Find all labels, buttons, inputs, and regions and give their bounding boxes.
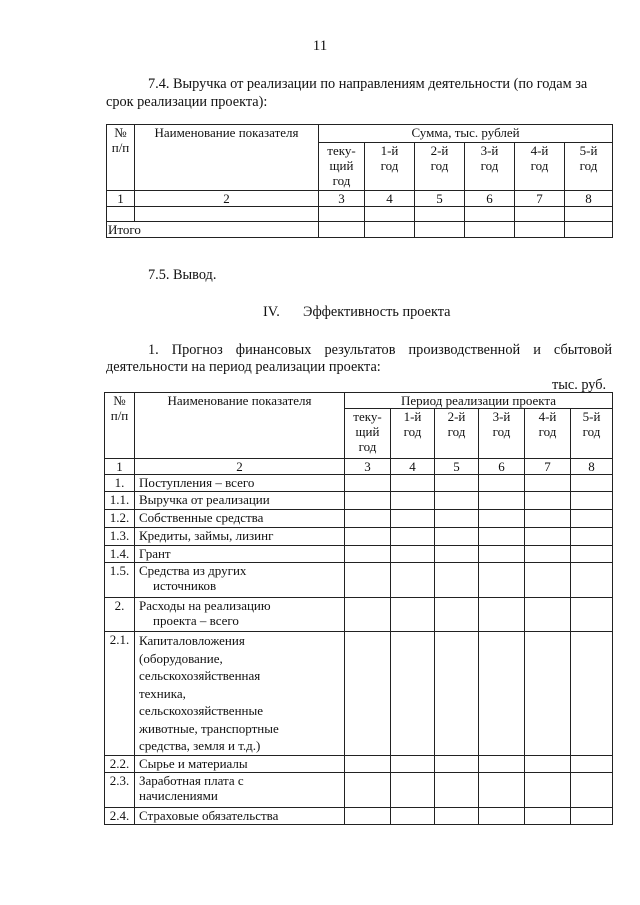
row-label: Сырье и материалы [135, 756, 345, 773]
table-row [105, 808, 613, 825]
row-number: 1. [105, 475, 135, 492]
year-4-header: 4-й год [515, 143, 565, 191]
year-current-header: теку- щий год [319, 143, 365, 191]
table-row [105, 773, 613, 808]
row-label: Грант [135, 546, 345, 563]
index-cell: 2 [135, 459, 345, 475]
total-label: Итого [107, 222, 319, 238]
section-7-4-line2: срок реализации проекта): [106, 94, 268, 110]
index-cell: 6 [465, 191, 515, 207]
row-label: Страховые обязательства [135, 808, 345, 825]
row-label: Выручка от реализации [135, 492, 345, 510]
year-1-header: 1-й год [365, 143, 415, 191]
index-cell: 2 [135, 191, 319, 207]
row-label: Кредиты, займы, лизинг [135, 528, 345, 546]
col-group-header: Период реализации проекта [345, 393, 613, 409]
financial-forecast-table [104, 392, 613, 825]
section-iv-title: Эффективность проекта [303, 304, 451, 320]
index-cell: 8 [571, 459, 613, 475]
row-label: Собственные средства [135, 510, 345, 528]
col-name-header: Наименование показателя [135, 393, 345, 459]
section-7-4-line1: 7.4. Выручка от реализации по направлениям деятельности (по годам за [148, 76, 588, 92]
index-cell: 4 [365, 191, 415, 207]
forecast-line1: 1. Прогноз финансовых результатов производственной и сбытовой [148, 342, 612, 358]
row-number: 2.4. [105, 808, 135, 825]
table-row [105, 632, 613, 756]
table-row [105, 475, 613, 492]
section-iv-roman: IV. [263, 304, 280, 320]
index-cell: 3 [319, 191, 365, 207]
col-num-header: № п/п [105, 393, 135, 459]
row-number: 2. [105, 598, 135, 632]
year-current-header: теку- щий год [345, 409, 391, 459]
index-cell: 4 [391, 459, 435, 475]
row-number: 2.2. [105, 756, 135, 773]
row-number: 2.1. [105, 632, 135, 756]
index-cell: 1 [107, 191, 135, 207]
forecast-line2: деятельности на период реализации проекта: [106, 359, 381, 375]
year-2-header: 2-й год [415, 143, 465, 191]
total-row [107, 222, 613, 238]
col-group-header: Сумма, тыс. рублей [319, 125, 613, 143]
units-label: тыс. руб. [552, 377, 607, 393]
index-cell: 5 [435, 459, 479, 475]
index-cell: 3 [345, 459, 391, 475]
table-row [105, 756, 613, 773]
page-number: 11 [312, 38, 328, 54]
row-label: Поступления – всего [135, 475, 345, 492]
table-row [105, 492, 613, 510]
year-1-header: 1-й год [391, 409, 435, 459]
section-7-5: 7.5. Вывод. [148, 267, 217, 283]
index-cell: 5 [415, 191, 465, 207]
col-num-header: № п/п [107, 125, 135, 191]
index-cell: 7 [515, 191, 565, 207]
table-row [107, 207, 613, 222]
table-row [105, 598, 613, 632]
row-label: Расходы на реализацию проекта – всего [135, 598, 345, 632]
row-label: Средства из других источников [135, 563, 345, 598]
year-3-header: 3-й год [465, 143, 515, 191]
table-row [105, 510, 613, 528]
year-5-header: 5-й год [565, 143, 613, 191]
row-number: 1.4. [105, 546, 135, 563]
col-name-header: Наименование показателя [135, 125, 319, 191]
index-cell: 8 [565, 191, 613, 207]
row-number: 1.2. [105, 510, 135, 528]
index-cell: 1 [105, 459, 135, 475]
year-2-header: 2-й год [435, 409, 479, 459]
year-4-header: 4-й год [525, 409, 571, 459]
index-cell: 6 [479, 459, 525, 475]
year-3-header: 3-й год [479, 409, 525, 459]
revenue-table [106, 124, 613, 238]
row-number: 2.3. [105, 773, 135, 808]
row-number: 1.1. [105, 492, 135, 510]
row-number: 1.5. [105, 563, 135, 598]
table-row [105, 563, 613, 598]
row-number: 1.3. [105, 528, 135, 546]
row-label: Капиталовложения (оборудование, сельскохозяйственная техника, сельскохозяйственные животные, транспортные средства, земля и т.д.) [135, 632, 345, 756]
row-label: Заработная плата с начислениями [135, 773, 345, 808]
year-5-header: 5-й год [571, 409, 613, 459]
index-cell: 7 [525, 459, 571, 475]
table-row [105, 528, 613, 546]
table-row [105, 546, 613, 563]
